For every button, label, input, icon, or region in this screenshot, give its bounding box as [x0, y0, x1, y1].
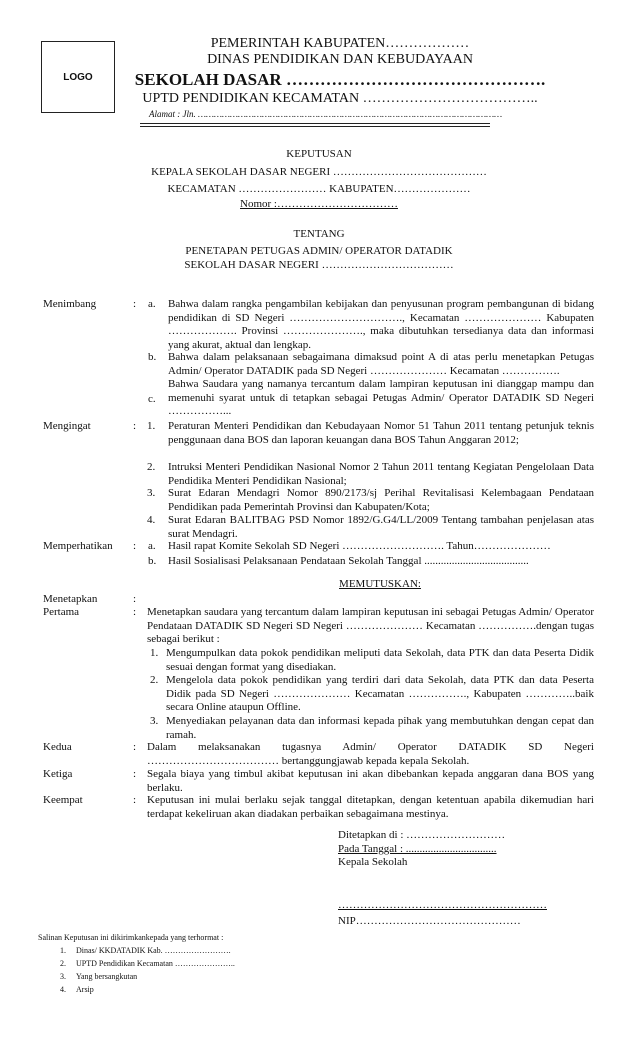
menimbang-a-text: Bahwa dalam rangka pengambilan kebijakan dan penyusunan program pembangunan di bidang pendidikan di SD Negeri …………………………., Kecamatan ………………… Kabupaten ………………. Provinsi …………………., maka dibutuhkan tersedianya data dan informasi yang akurat, aktual dan lengkap.	[168, 298, 594, 351]
issuer-region: KECAMATAN …………………… KABUPATEN…………………	[167, 183, 471, 195]
doc-number: Nomor :……………………………	[240, 198, 398, 210]
mengingat-3-text: Surat Edaran Mendagri Nomor 890/2173/sj Perihal Revitalisasi Kelembagaan Pendataan Pendidikan pada Pemerintah Provinsi dan Kabupaten/Kota;	[168, 487, 594, 513]
copy-4-text: Arsip	[76, 985, 94, 994]
doc-subject-school: SEKOLAH DASAR NEGERI ………………………………	[184, 259, 454, 271]
letterhead-rule-thin	[140, 126, 490, 127]
copy-3-text: Yang bersangkutan	[76, 972, 138, 981]
copy-2-marker: 2.	[60, 959, 66, 968]
mengingat-3-marker: 3.	[147, 487, 156, 499]
pertama-1-text: Mengumpulkan data pokok pendidikan meliputi data Sekolah, data PTK dan data Peserta Didik sesuai dengan format yang disediakan.	[166, 647, 594, 673]
menimbang-b-text: Bahwa dalam pelaksanaan sebagaimana dimaksud point A di atas perlu menetapkan Petugas Admin/ Operator DATADIK pada SD Negeri ………………… Kecamatan …………….	[168, 351, 594, 377]
memperhatikan-label: Memperhatikan	[43, 540, 113, 552]
pertama-2-text: Mengelola data pokok pendidikan yang terdiri dari data Sekolah, data PTK dan data Peserta Didik pada SD Negeri ………………… Kecamatan ……………., Kabupaten …………..baik secara Online ataupun Offline.	[166, 674, 594, 713]
menimbang-colon: :	[133, 298, 137, 310]
letterhead-uptd: UPTD PENDIDIKAN KECAMATAN ………………………………..	[142, 91, 538, 106]
sign-place: Ditetapkan di : ………………………	[338, 829, 506, 841]
memperhatikan-colon: :	[133, 540, 137, 552]
menimbang-c-marker: c.	[148, 393, 156, 405]
memutuskan-heading: MEMUTUSKAN:	[339, 578, 421, 590]
copy-heading: Salinan Keputusan ini dikirimkankepada yang terhormat :	[38, 933, 224, 942]
kedua-text: Dalam melaksanakan tugasnya Admin/ Operator DATADIK SD Negeri ……………………………… bertanggungjawab kepada kepala Sekolah.	[147, 741, 594, 767]
letterhead-rule-thick	[140, 123, 490, 124]
menimbang-label: Menimbang	[43, 298, 97, 310]
doc-type: KEPUTUSAN	[286, 148, 352, 160]
keempat-label: Keempat	[43, 794, 83, 806]
sign-name: …………………………………………………	[338, 899, 547, 911]
copy-2-text: UPTD Pendidikan Kecamatan …………………..	[76, 959, 235, 968]
pertama-1-marker: 1.	[150, 647, 159, 659]
mengingat-2-text: Intruksi Menteri Pendidikan Nasional Nomor 2 Tahun 2011 tentang Kegiatan Pengelolaan Data Pendidika Menteri Pendidikan Nasional;	[168, 461, 594, 487]
letterhead-agency: DINAS PENDIDIKAN DAN KEBUDAYAAN	[207, 52, 473, 67]
memperhatikan-a-marker: a.	[148, 540, 156, 552]
memperhatikan-b-text: Hasil Sosialisasi Pelaksanaan Pendataan Sekolah Tanggal ......................................	[168, 555, 529, 567]
pertama-2-marker: 2.	[150, 674, 159, 686]
keempat-colon: :	[133, 794, 137, 806]
mengingat-2-marker: 2.	[147, 461, 156, 473]
mengingat-4-marker: 4.	[147, 514, 156, 526]
ketiga-colon: :	[133, 768, 137, 780]
kedua-colon: :	[133, 741, 137, 753]
school-logo-placeholder	[41, 41, 115, 113]
copy-3-marker: 3.	[60, 972, 66, 981]
mengingat-1-text: Peraturan Menteri Pendidikan dan Kebudayaan Nomor 51 Tahun 2011 tentang petunjuk teknis penggunaan dana BOS dan laporan keuangan dana BOS Tahun Anggaran 2012;	[168, 420, 594, 446]
issuer: KEPALA SEKOLAH DASAR NEGERI ……………………………………	[151, 166, 487, 178]
mengingat-colon: :	[133, 420, 137, 432]
pertama-3-text: Menyediakan pelayanan data dan informasi kepada pihak yang membutuhkan dengan cepat dan ramah.	[166, 715, 594, 741]
ketiga-text: Segala biaya yang timbul akibat keputusan ini akan dibebankan kepada anggaran dana BOS yang berlaku.	[147, 768, 594, 794]
menimbang-a-marker: a.	[148, 298, 156, 310]
menimbang-c-text: Bahwa Saudara yang namanya tercantum dalam lampiran keputusan ini dianggap mampu dan memenuhi syarat untuk di tetapkan sebagai Petugas Admin/ Operator DATADIK SD Negeri ……………...	[168, 378, 594, 417]
letterhead-address: Alamat : Jln. ……………………………………………………………………………………………………	[149, 109, 503, 119]
mengingat-1-marker: 1.	[147, 420, 156, 432]
mengingat-label: Mengingat	[43, 420, 91, 432]
menimbang-b-marker: b.	[148, 351, 157, 363]
memperhatikan-a-text: Hasil rapat Komite Sekolah SD Negeri ………………………. Tahun…………………	[168, 540, 551, 552]
pertama-3-marker: 3.	[150, 715, 159, 727]
tentang-heading: TENTANG	[293, 228, 345, 240]
pertama-text: Menetapkan saudara yang tercantum dalam lampiran keputusan ini sebagai Petugas Admin/ Operator Pendataan DATADIK SD Negeri SD Negeri ………………… Kecamatan …………….dengan tugas sebagai berikut :	[147, 606, 594, 645]
memperhatikan-b-marker: b.	[148, 555, 157, 567]
menetapkan-colon: :	[133, 593, 137, 605]
doc-subject: PENETAPAN PETUGAS ADMIN/ OPERATOR DATADIK	[185, 245, 453, 257]
copy-4-marker: 4.	[60, 985, 66, 994]
keempat-text: Keputusan ini mulai berlaku sejak tanggal ditetapkan, dengan ketentuan apabila dikemudian hari terdapat kekeliruan akan diadakan perbaikan sebagaimana mestinya.	[147, 794, 594, 820]
kedua-label: Kedua	[43, 741, 72, 753]
logo-label: LOGO	[63, 71, 93, 83]
sign-position: Kepala Sekolah	[338, 856, 408, 868]
copy-1-marker: 1.	[60, 946, 66, 955]
sign-nip: NIP………………………………………	[338, 915, 521, 927]
ketiga-label: Ketiga	[43, 768, 73, 780]
sign-date: Pada Tanggal : .................................	[338, 843, 497, 855]
menetapkan-label: Menetapkan	[43, 593, 98, 605]
pertama-label: Pertama	[43, 606, 80, 618]
letterhead-school: SEKOLAH DASAR ……………………………………….	[134, 70, 546, 89]
mengingat-4-text: Surat Edaran BALITBAG PSD Nomor 1892/G.G4/LL/2009 Tentang tambahan penjelasan atas surat Mendagri.	[168, 514, 594, 540]
pertama-colon: :	[133, 606, 137, 618]
letterhead-government: PEMERINTAH KABUPATEN………………	[210, 36, 470, 51]
copy-1-text: Dinas/ KKDATADIK Kab. …………………….	[76, 946, 231, 955]
